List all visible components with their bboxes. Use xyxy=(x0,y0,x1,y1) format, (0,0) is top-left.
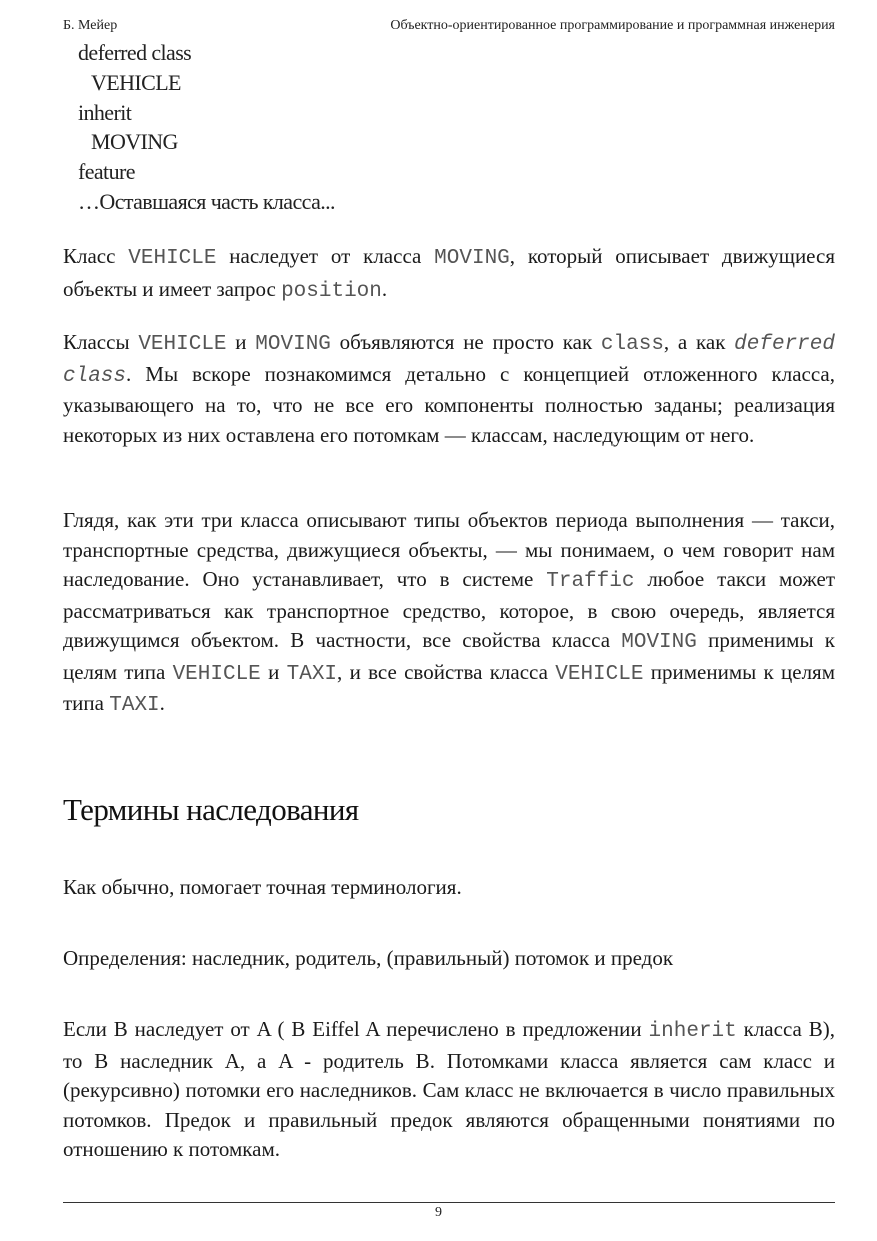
code-term: VEHICLE xyxy=(128,247,217,270)
code-block xyxy=(78,38,335,217)
code-term: position xyxy=(281,280,382,303)
code-term: Traffic xyxy=(546,570,635,593)
code-term: VEHICLE xyxy=(172,662,261,686)
paragraph-terminology: Как обычно, помогает точная терминология. xyxy=(63,875,462,899)
code-term: MOVING xyxy=(621,631,697,654)
code-term: VEHICLE xyxy=(555,662,644,686)
paragraph-runtime-objects: Глядя, как эти три класса описывают типы объектов периода выполнения — такси, транспортные средства, движущиеся объекты, — мы понимаем, о чем говорит нам наследование. Оно устанавливает, что в системе Traffic любое такси может рассматриваться как транспортное средство, которое, в свою очередь, является движущимся объектом. В частности, все свойства класса MOVING применимы к целям типа VEHICLE и TAXI, и все свойства класса VEHICLE применимы к целям типа TAXI. xyxy=(63,508,835,717)
code-term: VEHICLE xyxy=(138,333,227,356)
paragraph-definitions: Если B наследует от A ( В Eiffel A перечислено в предложении inherit класса B), то B наследник A, а A - родитель B. Потомками класса является сам класс и (рекурсивно) потомки его наследников. Сам класс не включается в число правильных потомков. Предок и правильный предок являются обращенными понятиями по отношению к потомкам. xyxy=(63,1017,835,1161)
footer-divider xyxy=(63,1202,835,1203)
code-line: deferred class xyxy=(78,40,192,65)
code-line: inherit xyxy=(78,99,132,125)
code-line: feature xyxy=(78,159,135,185)
code-term: inherit xyxy=(648,1020,737,1043)
header-title: Объектно-ориентированное программирование и программная инженерия xyxy=(390,18,835,33)
code-term: deferred class xyxy=(63,333,835,388)
code-term: MOVING xyxy=(255,333,331,356)
code-line: MOVING xyxy=(91,129,178,155)
code-term: class xyxy=(600,333,664,356)
code-term: TAXI xyxy=(109,694,160,717)
paragraph-deferred-class: Классы VEHICLE и MOVING объявляются не просто как class, а как deferred class. Мы вскоре познакомимся детально с концепцией отложенного класса, указывающего на то, что не все его компоненты полностью заданы; реализация некоторых из них оставлена его потомкам — классам, наследующим от него. xyxy=(63,330,835,447)
paragraph-vehicle-inherits: Класс VEHICLE наследует от класса MOVING, который описывает движущиеся объекты и имеет запрос position. xyxy=(63,244,836,303)
header-author: Б. Мейер xyxy=(63,18,118,33)
code-line: VEHICLE xyxy=(91,69,181,95)
code-line: …Оставшаяся часть класса... xyxy=(78,188,335,214)
section-heading: Термины наследования xyxy=(63,792,359,827)
code-term: MOVING xyxy=(434,247,510,270)
code-term: TAXI xyxy=(286,662,338,686)
page-number: 9 xyxy=(435,1205,442,1220)
definitions-title: Определения: наследник, родитель, (правильный) потомок и предок xyxy=(63,946,674,970)
